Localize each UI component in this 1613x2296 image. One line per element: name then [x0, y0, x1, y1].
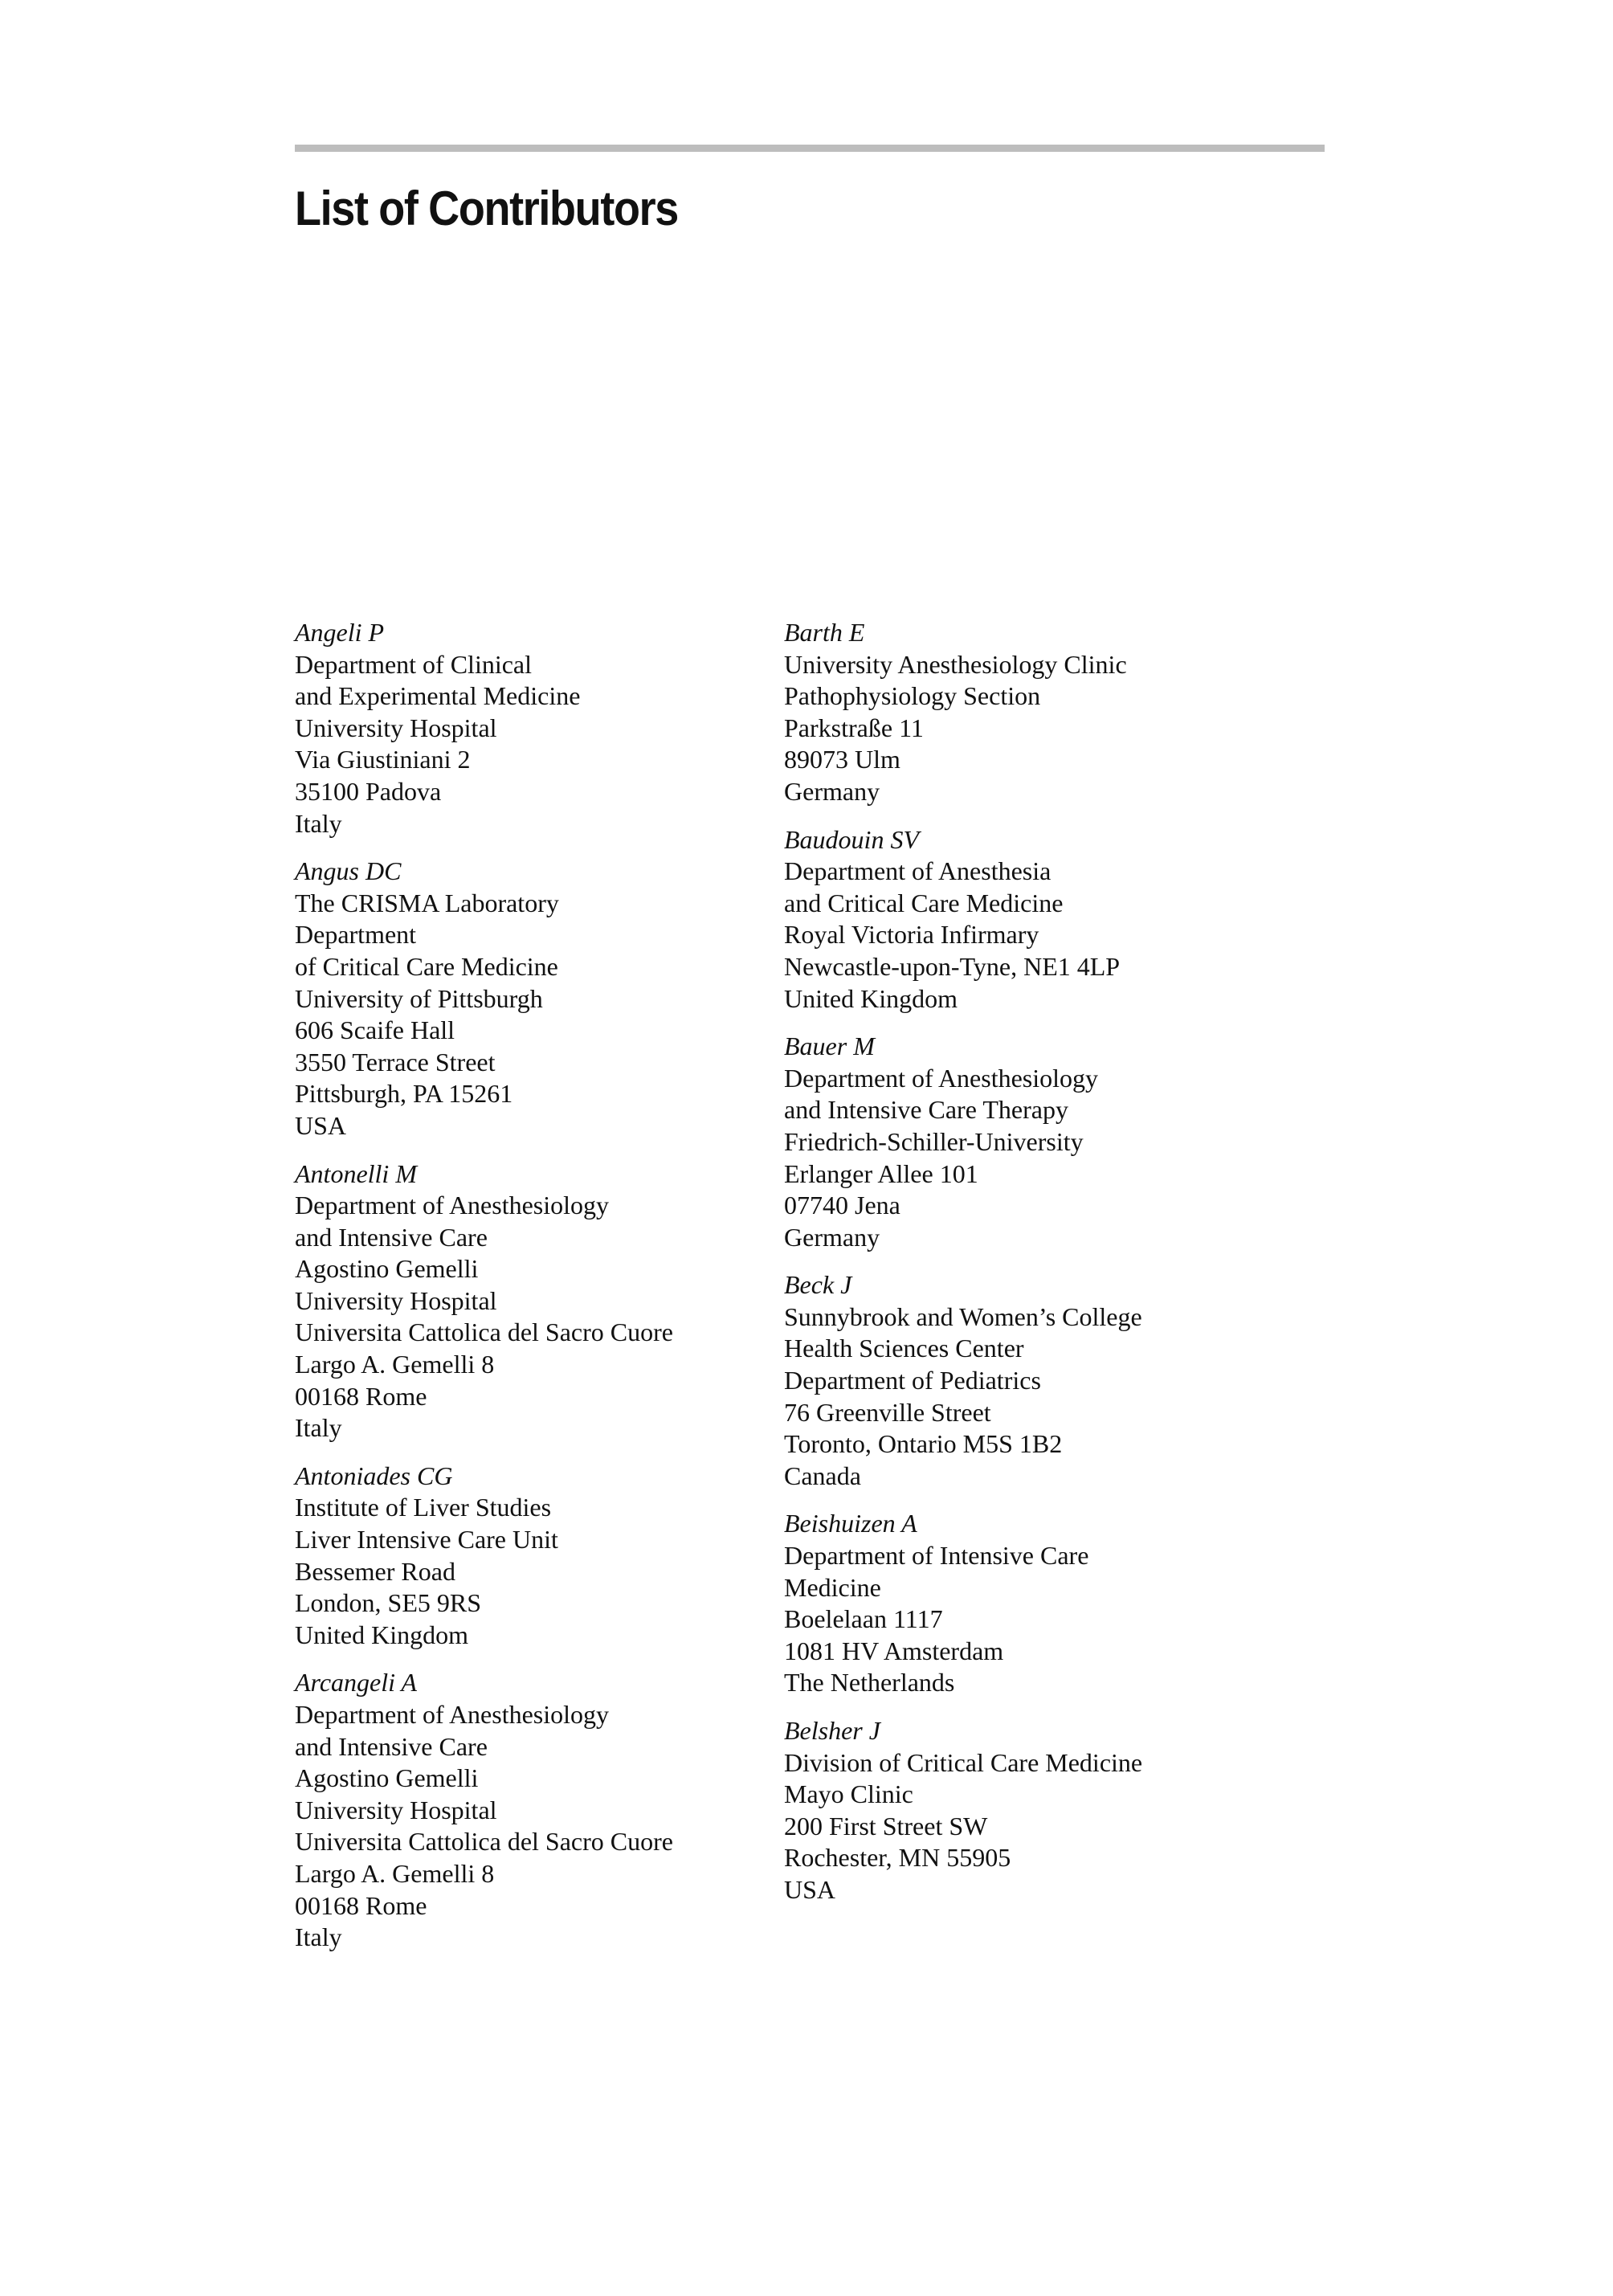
contributor-address-line: Department [295, 920, 417, 950]
contributor-address-line: USA [295, 1110, 347, 1140]
contributor-address-line: Rochester, MN 55905 [784, 1843, 1011, 1873]
contributor-entry [784, 824, 1266, 1015]
contributor-name: Angeli P [295, 618, 385, 647]
contributor-address-line: Health Sciences Center [784, 1334, 1024, 1363]
contributor-address-line: London, SE5 9RS [295, 1588, 482, 1618]
contributor-name: Beishuizen A [784, 1509, 917, 1538]
contributor-address-line: Department of Clinical [295, 649, 533, 679]
contributor-entry [295, 856, 777, 1142]
contributor-name: Baudouin SV [784, 824, 919, 854]
contributors-column-left [295, 617, 777, 1970]
contributor-address-line: University Anesthesiology Clinic [784, 649, 1127, 679]
contributor-address-line: United Kingdom [295, 1620, 468, 1649]
contributor-address-line: Newcastle-upon-Tyne, NE1 4LP [784, 951, 1121, 981]
contributor-address-line: 200 First Street SW [784, 1811, 988, 1840]
contributor-address-line: Royal Victoria Infirmary [784, 920, 1039, 950]
contributor-address-line: Largo A. Gemelli 8 [295, 1350, 495, 1379]
contributor-address-line: 3550 Terrace Street [295, 1047, 496, 1077]
contributor-address-line: Pathophysiology Section [784, 681, 1041, 711]
contributor-address-line: Division of Critical Care Medicine [784, 1747, 1143, 1777]
contributor-address-line: Boelelaan 1117 [784, 1604, 943, 1634]
contributor-address-line: 00168 Rome [295, 1381, 427, 1411]
contributor-address-line: and Critical Care Medicine [784, 888, 1064, 917]
contributor-entry [295, 1667, 777, 1953]
contributor-address-line: University Hospital [295, 1285, 497, 1315]
contributor-address-line: Agostino Gemelli [295, 1763, 479, 1793]
header-rule [295, 145, 1325, 152]
contributor-address-line: and Intensive Care Therapy [784, 1095, 1068, 1125]
contributor-address-line: of Critical Care Medicine [295, 951, 558, 981]
contributor-entry [784, 1715, 1266, 1906]
contributor-address-line: Germany [784, 1222, 880, 1252]
contributor-address-line: Liver Intensive Care Unit [295, 1525, 558, 1554]
contributor-address-line: University Hospital [295, 1795, 497, 1824]
contributor-address-line: Italy [295, 1922, 342, 1952]
contributor-address-line: USA [784, 1874, 836, 1904]
contributor-entry [295, 1461, 777, 1652]
contributor-name: Belsher J [784, 1716, 880, 1745]
page-title: List of Contributors [295, 182, 678, 235]
contributor-address-line: University Hospital [295, 713, 497, 742]
contributor-address-line: 76 Greenville Street [784, 1397, 991, 1427]
contributor-address-line: Universita Cattolica del Sacro Cuore [295, 1827, 673, 1857]
contributor-address-line: 606 Scaife Hall [295, 1015, 455, 1045]
contributor-name: Arcangeli A [295, 1668, 417, 1697]
contributor-address-line: Department of Anesthesiology [784, 1063, 1099, 1093]
contributor-address-line: Mayo Clinic [784, 1779, 913, 1809]
contributor-address-line: 07740 Jena [784, 1191, 900, 1220]
contributor-address-line: Bessemer Road [295, 1556, 455, 1586]
contributor-name: Bauer M [784, 1032, 875, 1061]
contributor-address-line: University of Pittsburgh [295, 983, 543, 1013]
contributor-address-line: and Intensive Care [295, 1731, 488, 1761]
contributor-address-line: Agostino Gemelli [295, 1254, 479, 1284]
contributor-address-line: and Experimental Medicine [295, 681, 581, 711]
contributor-address-line: Friedrich-Schiller-University [784, 1126, 1084, 1156]
contributor-address-line: Canada [784, 1461, 861, 1490]
contributor-address-line: Italy [295, 808, 342, 838]
contributor-entry [784, 1508, 1266, 1699]
contributor-address-line: Department of Intensive Care [784, 1541, 1089, 1571]
contributor-entry [295, 617, 777, 840]
contributor-address-line: Universita Cattolica del Sacro Cuore [295, 1318, 673, 1347]
contributor-address-line: The CRISMA Laboratory [295, 888, 559, 917]
contributor-name: Angus DC [295, 856, 402, 886]
contributor-address-line: 35100 Padova [295, 776, 442, 806]
contributor-address-line: 00168 Rome [295, 1890, 427, 1920]
contributor-address-line: United Kingdom [784, 983, 958, 1013]
contributor-name: Beck J [784, 1270, 852, 1300]
contributor-address-line: Department of Pediatrics [784, 1366, 1041, 1395]
contributor-address-line: Italy [295, 1413, 342, 1443]
contributor-address-line: Medicine [784, 1572, 881, 1602]
contributor-address-line: Toronto, Ontario M5S 1B2 [784, 1429, 1063, 1459]
contributor-name: Antonelli M [295, 1158, 417, 1188]
contributor-address-line: Erlanger Allee 101 [784, 1158, 978, 1188]
contributor-name: Barth E [784, 618, 865, 647]
contributor-address-line: Department of Anesthesiology [295, 1191, 610, 1220]
contributor-address-line: and Intensive Care [295, 1222, 488, 1252]
contributor-entry [784, 1269, 1266, 1492]
contributor-address-line: Pittsburgh, PA 15261 [295, 1079, 513, 1109]
contributor-address-line: Department of Anesthesia [784, 856, 1052, 886]
contributor-address-line: Institute of Liver Studies [295, 1493, 552, 1522]
contributor-address-line: 89073 Ulm [784, 745, 900, 774]
contributor-address-line: Department of Anesthesiology [295, 1700, 610, 1729]
contributor-entry [784, 1031, 1266, 1253]
contributor-address-line: Parkstraße 11 [784, 713, 924, 742]
contributor-address-line: Sunnybrook and Women’s College [784, 1301, 1142, 1331]
contributor-entry [295, 1158, 777, 1444]
contributor-address-line: The Netherlands [784, 1668, 955, 1697]
contributors-column-right [784, 617, 1266, 1922]
contributor-address-line: Germany [784, 776, 880, 806]
contributor-entry [784, 617, 1266, 808]
contributor-address-line: 1081 HV Amsterdam [784, 1636, 1004, 1665]
contributor-address-line: Largo A. Gemelli 8 [295, 1858, 495, 1888]
contributor-address-line: Via Giustiniani 2 [295, 745, 471, 774]
contributor-name: Antoniades CG [295, 1461, 453, 1490]
